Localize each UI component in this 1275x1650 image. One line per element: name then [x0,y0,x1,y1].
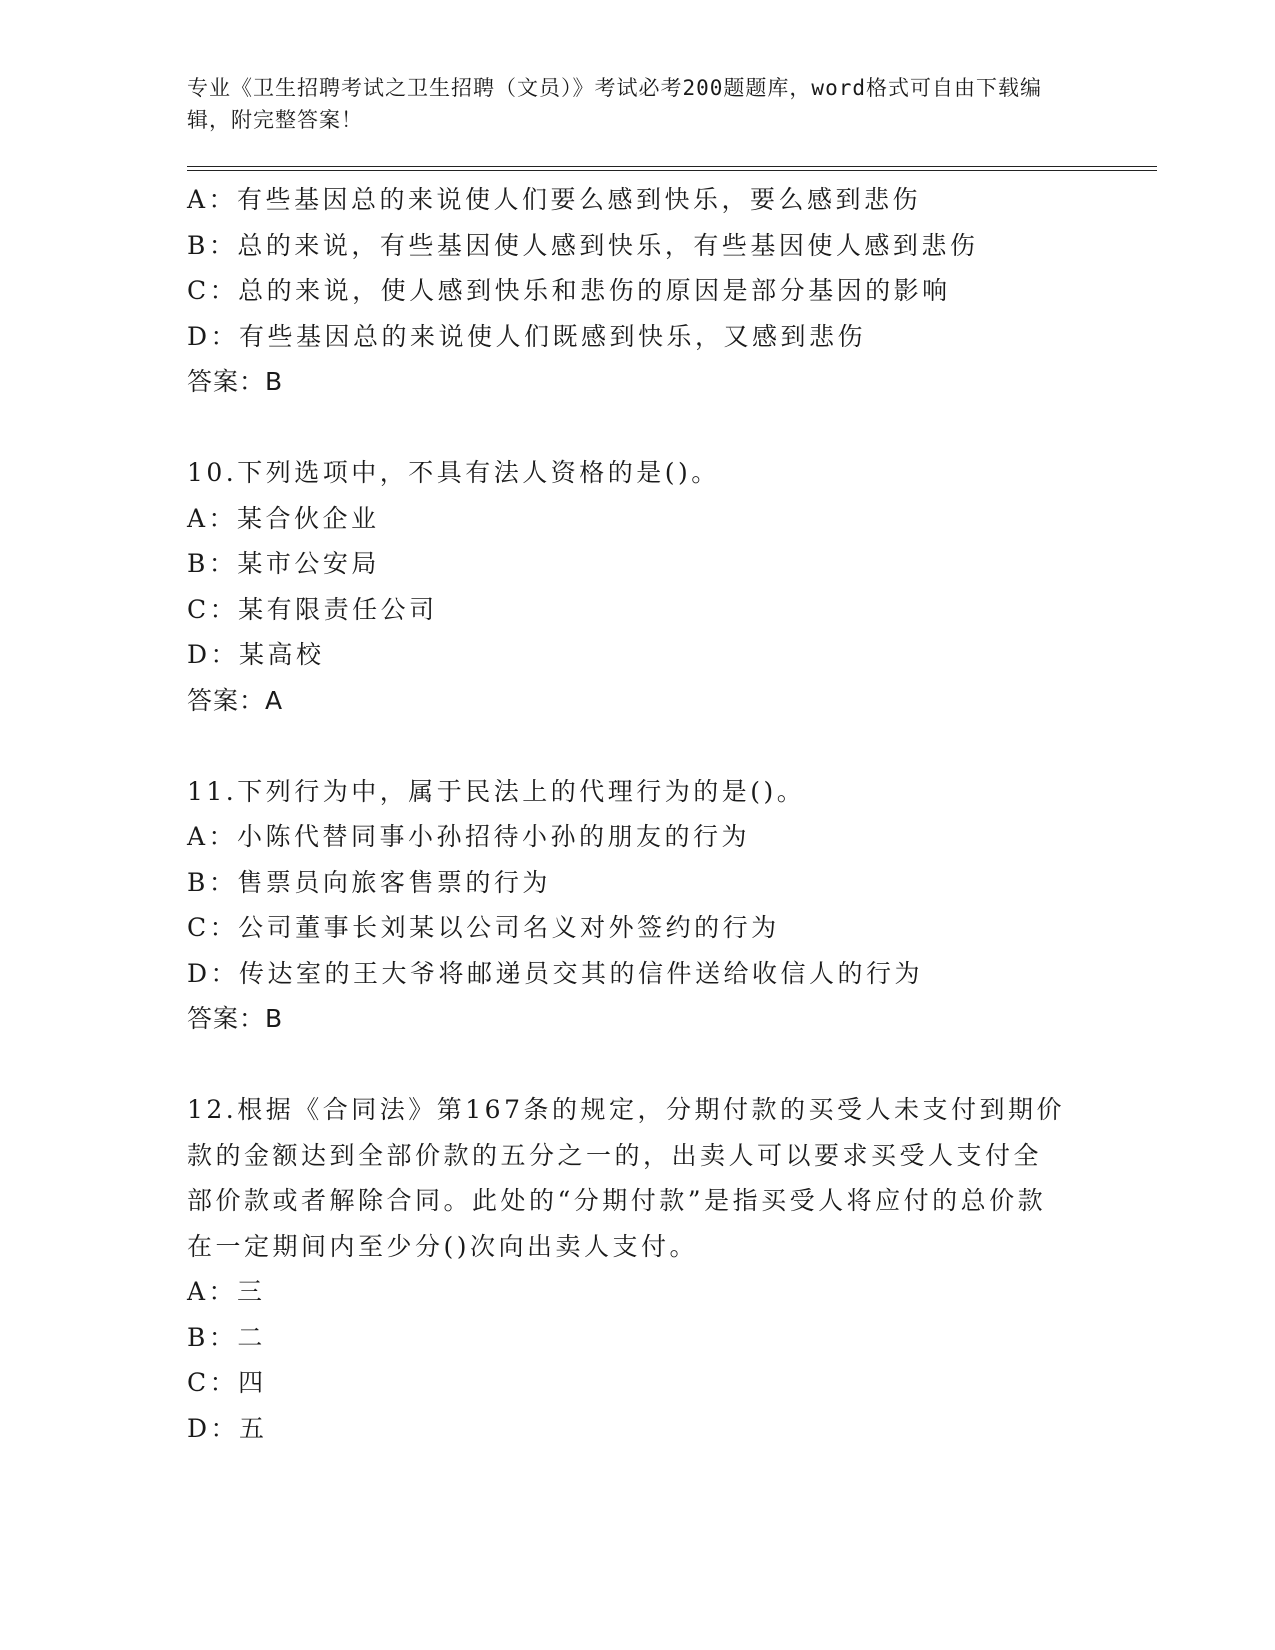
question-11-block [187,769,1157,1042]
question-9-block [187,177,1157,405]
q12-option-d: D：五 [187,1413,268,1443]
q9-option-b: B：总的来说，有些基因使人感到快乐，有些基因使人感到悲伤 [187,230,979,260]
q11-stem: 11.下列行为中，属于民法上的代理行为的是()。 [187,776,806,806]
document-title: 专业《卫生招聘考试之卫生招聘（文员）》考试必考200题题库，word格式可自由下载编辑，附完整答案！ [187,76,1042,132]
q10-option-b: B：某市公安局 [187,549,380,578]
q11-option-d: D：传达室的王大爷将邮递员交其的信件送给收信人的行为 [187,958,924,988]
q10-option-a: A：某合伙企业 [187,503,380,533]
q9-option-a: A：有些基因总的来说使人们要么感到快乐，要么感到悲伤 [187,185,922,214]
question-12-block [187,1087,1157,1451]
q11-option-a: A：小陈代替同事小孙招待小孙的朋友的行为 [187,822,751,851]
q10-stem: 10.下列选项中，不具有法人资格的是()。 [187,458,720,487]
q10-option-d: D：某高校 [187,640,325,669]
q12-option-a: A：三 [187,1277,266,1306]
q11-answer: 答案：B [187,1004,284,1033]
header-divider [187,166,1157,171]
question-10-block [187,450,1157,723]
spacer [187,723,1157,769]
q12-option-c: C：四 [187,1368,267,1397]
q10-answer: 答案：A [187,685,284,715]
q11-option-c: C：公司董事长刘某以公司名义对外签约的行为 [187,913,780,942]
spacer [187,405,1157,451]
document-page [187,72,1157,1451]
q11-option-b: B：售票员向旅客售票的行为 [187,867,551,897]
q9-option-d: D：有些基因总的来说使人们既感到快乐，又感到悲伤 [187,321,867,351]
q12-stem: 12.根据《合同法》第167条的规定，分期付款的买受人未支付到期价款的金额达到全部价款的五分之一的，出卖人可以要求买受人支付全部价款或者解除合同。此处的“分期付款”是指买受人将应付的总价款在一定期间内至少分()次向出卖人支付。 [187,1095,1065,1261]
q9-answer: 答案：B [187,367,284,396]
q12-option-b: B：二 [187,1322,266,1352]
q9-option-c: C：总的来说，使人感到快乐和悲伤的原因是部分基因的影响 [187,276,951,305]
spacer [187,1042,1157,1088]
q10-option-c: C：某有限责任公司 [187,594,438,624]
